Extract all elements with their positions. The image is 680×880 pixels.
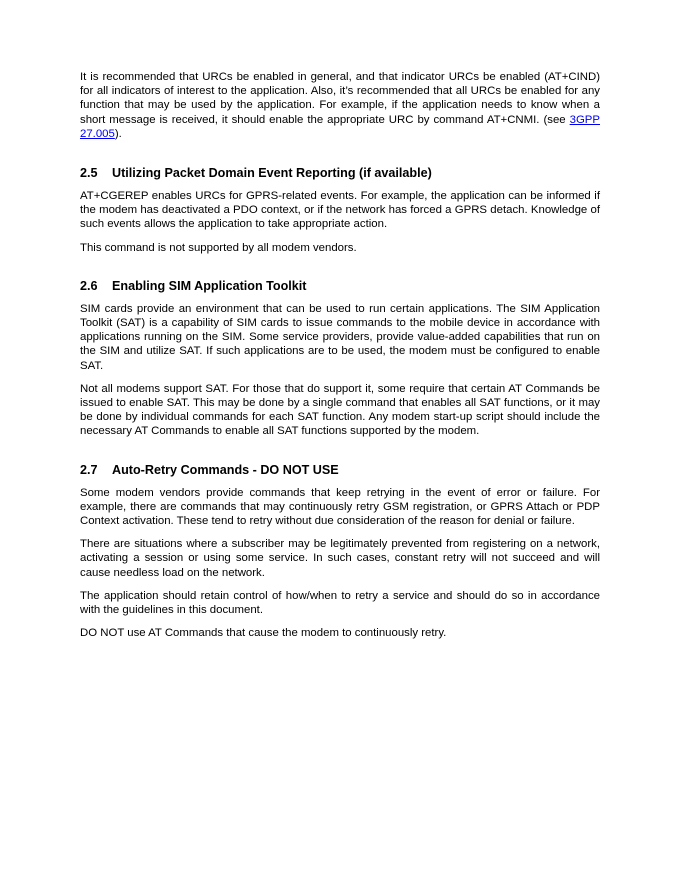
paragraph: Not all modems support SAT. For those that do support it, some require that certain AT Commands be issued to enable SAT. This may be done by a single command that enables all SAT functions, or it may be done by individual commands for each SAT function. Any modem start-up script should include the necessary AT Commands to enable all SAT functions supported by the modem. — [80, 382, 600, 438]
section-title: Auto-Retry Commands - DO NOT USE — [112, 462, 339, 477]
paragraph: There are situations where a subscriber may be legitimately prevented from registering on a network, activating a session or using some service. In such cases, constant retry will not succeed and will cause needless load on the network. — [80, 538, 600, 579]
section-heading — [80, 166, 600, 181]
3gpp-27005-link[interactable]: 3GPP 27.005 — [80, 113, 600, 140]
paragraph: AT+CGEREP enables URCs for GPRS-related events. For example, the application can be informed if the modem has deactivated a PDO context, or if the network has forced a GPRS detach. Knowledge of such events allows the application to take appropriate action. — [80, 190, 600, 231]
section-number: 2.6 — [80, 278, 98, 293]
section-2-5 — [80, 166, 600, 255]
paragraph: DO NOT use AT Commands that cause the modem to continuously retry. — [80, 627, 447, 640]
paragraph: This command is not supported by all modem vendors. — [80, 241, 357, 254]
intro-paragraph — [80, 70, 600, 141]
section-title: Utilizing Packet Domain Event Reporting (if available) — [112, 166, 432, 181]
section-title: Enabling SIM Application Toolkit — [112, 278, 307, 293]
section-2-7 — [80, 463, 600, 641]
intro-text-end: ). — [114, 127, 122, 140]
section-number: 2.7 — [80, 462, 98, 477]
section-heading — [80, 463, 600, 478]
intro-text: It is recommended that URCs be enabled in general, and that indicator URCs be enabled (AT+CIND) for all indicators of interest to the application. Also, it’s recommended that all URCs be enabled for any function that may be used by the application. For example, if the application needs to know when a short message is received, it should enable the appropriate URC by command AT+CNMI. (see — [80, 71, 600, 126]
section-heading — [80, 279, 600, 294]
section-2-6 — [80, 279, 600, 439]
paragraph: Some modem vendors provide commands that keep retrying in the event of error or failure. For example, there are commands that may continuously retry GSM registration, or GPRS Attach or PDP Context activation. These tend to retry without due consideration of the reason for denial or failure. — [80, 486, 600, 528]
paragraph: SIM cards provide an environment that can be used to run certain applications. The SIM Application Toolkit (SAT) is a capability of SIM cards to issue commands to the mobile device in accordance with applications running on the SIM. Some service providers, provide value-added capabilities that run on the SIM and utilize SAT. If such applications are to be used, the modem must be configured to enable SAT. — [80, 302, 600, 372]
document-page — [80, 70, 600, 649]
paragraph: The application should retain control of how/when to retry a service and should do so in accordance with the guidelines in this document. — [80, 589, 600, 617]
section-number: 2.5 — [80, 166, 98, 181]
